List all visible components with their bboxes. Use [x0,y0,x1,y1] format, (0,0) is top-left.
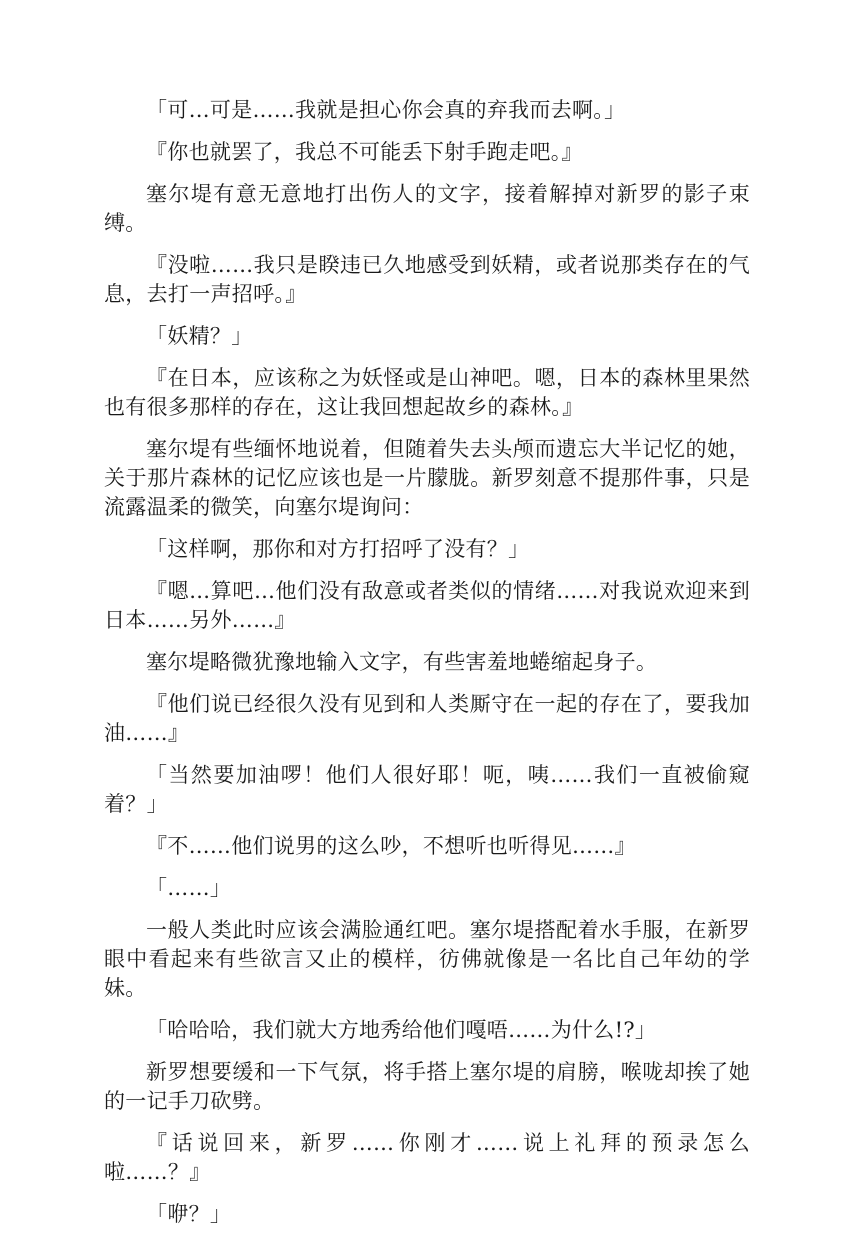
paragraph: 塞尔堤有些缅怀地说着，但随着失去头颅而遗忘大半记忆的她，关于那片森林的记忆应该也是一片朦胧。新罗刻意不提那件事，只是流露温柔的微笑，向塞尔堤询问： [104,437,750,519]
paragraph: 「……」 [146,876,232,900]
paragraph: 一般人类此时应该会满脸通红吧。塞尔堤搭配着水手服，在新罗眼中看起来有些欲言又止的模样，彷佛就像是一名比自己年幼的学妹。 [104,918,750,1000]
paragraph: 『你也就罢了，我总不可能丢下射手跑走吧。』 [146,140,583,164]
paragraph: 「哈哈哈，我们就大方地秀给他们嘎唔……为什么!?」 [146,1018,657,1042]
paragraph: 「妖精？」 [146,324,253,348]
paragraph: 『不……他们说男的这么吵，不想听也听得见……』 [146,834,636,858]
paragraph: 『嗯…算吧…他们没有敌意或者类似的情绪……对我说欢迎来到日本……另外……』 [104,579,750,632]
paragraph: 塞尔堤略微犹豫地输入文字，有些害羞地蜷缩起身子。 [146,650,658,674]
paragraph: 新罗想要缓和一下气氛，将手搭上塞尔堤的肩膀，喉咙却挨了她的一记手刀砍劈。 [104,1060,750,1113]
paragraph: 「这样啊，那你和对方打招呼了没有？」 [146,537,530,561]
paragraph: 『没啦……我只是睽违已久地感受到妖精，或者说那类存在的气息，去打一声招呼。』 [104,253,750,306]
paragraph: 塞尔堤有意无意地打出伤人的文字，接着解掉对新罗的影子束缚。 [104,182,750,235]
paragraph: 「当然要加油啰！他们人很好耶！呃，咦……我们一直被偷窥着？」 [104,763,750,816]
paragraph: 『他们说已经很久没有见到和人类厮守在一起的存在了，要我加油……』 [104,692,750,745]
document-page [104,96,750,1242]
paragraph: 「可…可是……我就是担心你会真的弃我而去啊。」 [146,98,626,122]
paragraph: 『话说回来，新罗……你刚才……说上礼拜的预录怎么啦……？』 [104,1131,750,1184]
paragraph: 「咿？」 [146,1202,232,1226]
paragraph: 『在日本，应该称之为妖怪或是山神吧。嗯，日本的森林里果然也有很多那样的存在，这让我回想起故乡的森林。』 [104,366,750,419]
